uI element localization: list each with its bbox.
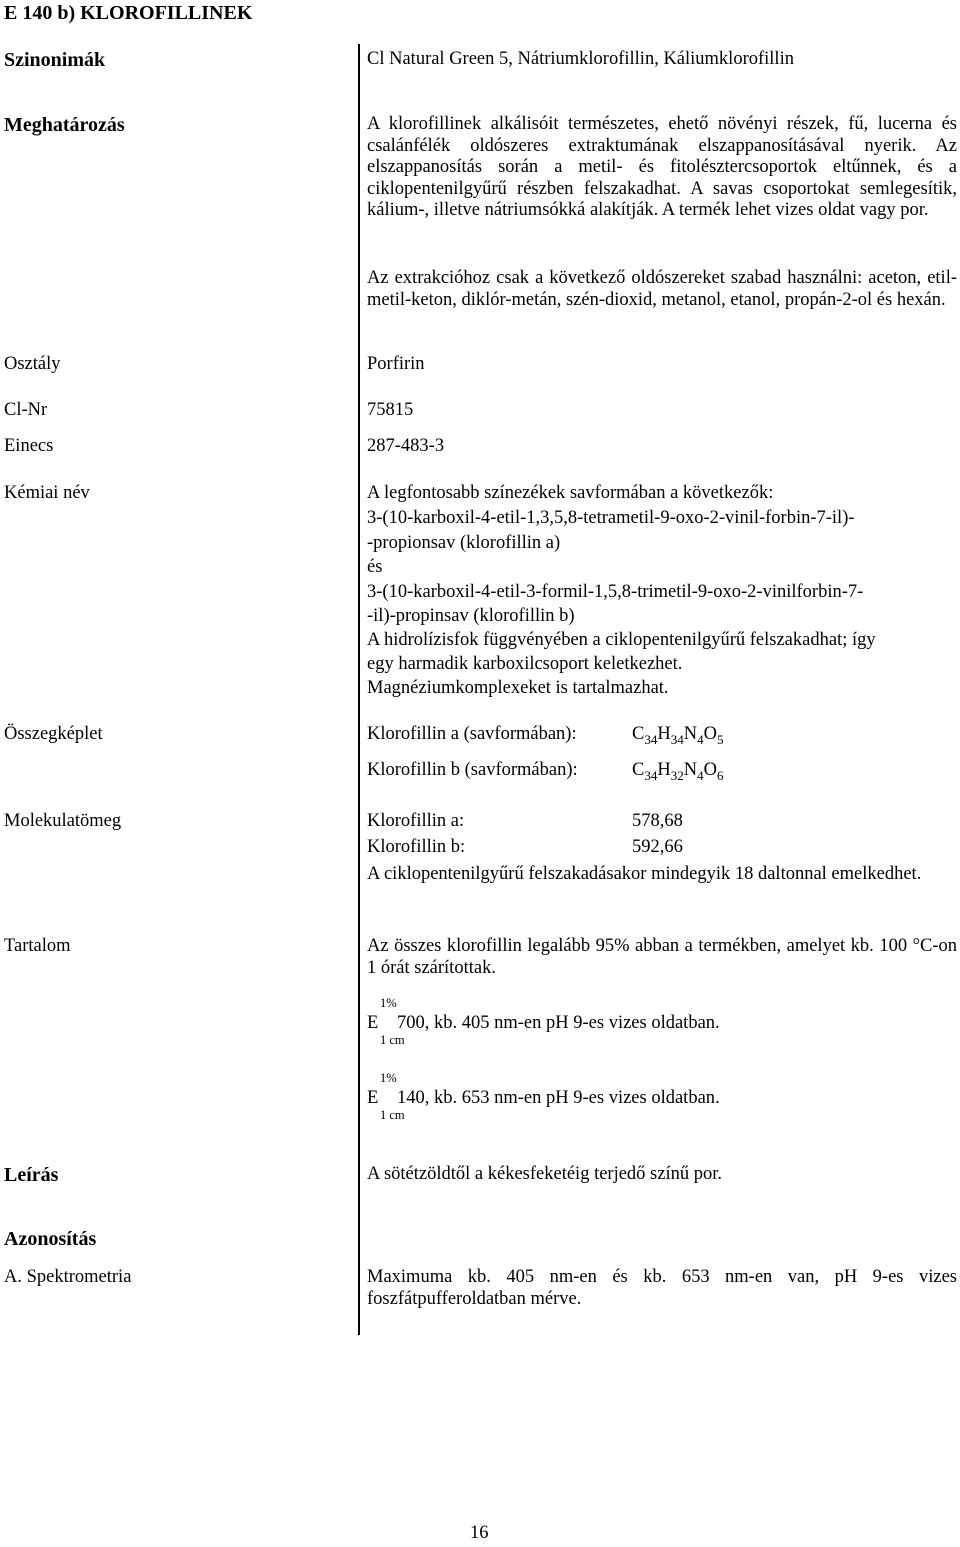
kemiai-nev-line: és xyxy=(367,557,383,577)
label-molekulatomeg: Molekulatömeg xyxy=(4,811,122,831)
extinction-1-superscript: 1% xyxy=(380,996,397,1010)
label-leiras: Leírás xyxy=(4,1164,59,1186)
formula-a-label: Klorofillin a (savformában): xyxy=(367,724,577,744)
molekulatomeg-note: A ciklopentenilgyűrű felszakadásakor mindegyik 18 daltonnal emelkedhet. xyxy=(367,864,922,884)
label-osztaly: Osztály xyxy=(4,354,61,374)
label-osszegkeplet: Összegképlet xyxy=(4,724,103,744)
kemiai-nev-line: A legfontosabb színezékek savformában a következők: xyxy=(367,483,774,503)
page-number: 16 xyxy=(470,1523,489,1543)
extinction-1-text: 700, kb. 405 nm-en pH 9-es vizes oldatban. xyxy=(397,1013,720,1033)
label-kemiai-nev: Kémiai név xyxy=(4,483,90,503)
extinction-2-superscript: 1% xyxy=(380,1071,397,1085)
osztaly-value: Porfirin xyxy=(367,354,425,374)
molekulatomeg-b-value: 592,66 xyxy=(632,837,683,857)
page-title: E 140 b) KLOROFILLINEK xyxy=(4,2,253,24)
formula-b-label: Klorofillin b (savformában): xyxy=(367,760,578,780)
clnr-value: 75815 xyxy=(367,400,414,420)
extinction-2-symbol: E xyxy=(367,1088,379,1108)
kemiai-nev-line: -propionsav (klorofillin a) xyxy=(367,533,561,553)
meghatarozas-paragraph-1: A klorofillinek alkálisóit természetes, ehető növényi részek, fű, lucerna és csalánfélék oldószeres extraktumának elszappanosításával nyerik. Az elszappanosítás során a metil- és fitolésztercsoportok eltűnnek, és a ciklopentenilgyűrű részben felszakadhat. A savas csoportokat semlegesítik, kálium-, illetve nátriumsókká alakítják. A termék lehet vizes oldat vagy por. xyxy=(367,114,957,220)
kemiai-nev-line: 3-(10-karboxil-4-etil-3-formil-1,5,8-trimetil-9-oxo-2-vinilforbin-7- xyxy=(367,582,864,602)
tartalom-paragraph: Az összes klorofillin legalább 95% abban a termékben, amelyet kb. 100 °C-on 1 órát szárítottak. xyxy=(367,936,957,978)
label-azonositas: Azonosítás xyxy=(4,1228,97,1250)
formula-a: $C_{34}H_{34}N_4O_5$ xyxy=(632,724,724,747)
label-szinonimak: Szinonimák xyxy=(4,49,106,71)
extinction-1-subscript: 1 cm xyxy=(380,1033,405,1047)
molekulatomeg-b-label: Klorofillin b: xyxy=(367,837,466,857)
formula-b: $C_{34}H_{32}N_4O_6$ xyxy=(632,760,724,783)
kemiai-nev-line: A hidrolízisfok függvényében a ciklopentenilgyűrű felszakadhat; így xyxy=(367,630,876,650)
label-meghatarozas: Meghatározás xyxy=(4,114,125,136)
kemiai-nev-line: egy harmadik karboxilcsoport keletkezhet. xyxy=(367,654,683,674)
label-tartalom: Tartalom xyxy=(4,936,71,956)
molekulatomeg-a-label: Klorofillin a: xyxy=(367,811,465,831)
label-einecs: Einecs xyxy=(4,436,54,456)
szinonimak-value: Cl Natural Green 5, Nátriumklorofillin, Káliumklorofillin xyxy=(367,49,794,69)
molekulatomeg-a-value: 578,68 xyxy=(632,811,683,831)
extinction-2-subscript: 1 cm xyxy=(380,1108,405,1122)
extinction-2-text: 140, kb. 653 nm-en pH 9-es vizes oldatban. xyxy=(397,1088,720,1108)
leiras-value: A sötétzöldtől a kékesfeketéig terjedő színű por. xyxy=(367,1164,722,1184)
einecs-value: 287-483-3 xyxy=(367,436,445,456)
kemiai-nev-line: -il)-propinsav (klorofillin b) xyxy=(367,606,575,626)
kemiai-nev-line: 3-(10-karboxil-4-etil-1,3,5,8-tetrametil-9-oxo-2-vinil-forbin-7-il)- xyxy=(367,508,855,528)
column-divider xyxy=(358,44,360,1335)
spektrometria-value: Maximuma kb. 405 nm-en és kb. 653 nm-en van, pH 9-es vizes foszfátpufferoldatban mérve. xyxy=(367,1267,957,1309)
meghatarozas-paragraph-2: Az extrakcióhoz csak a következő oldószereket szabad használni: aceton, etil-metil-keton, diklór-metán, szén-dioxid, metanol, etanol, propán-2-ol és hexán. xyxy=(367,268,957,310)
extinction-1-symbol: E xyxy=(367,1013,379,1033)
label-spektrometria: A. Spektrometria xyxy=(4,1267,132,1287)
kemiai-nev-line: Magnéziumkomplexeket is tartalmazhat. xyxy=(367,678,669,698)
label-clnr: Cl-Nr xyxy=(4,400,48,420)
